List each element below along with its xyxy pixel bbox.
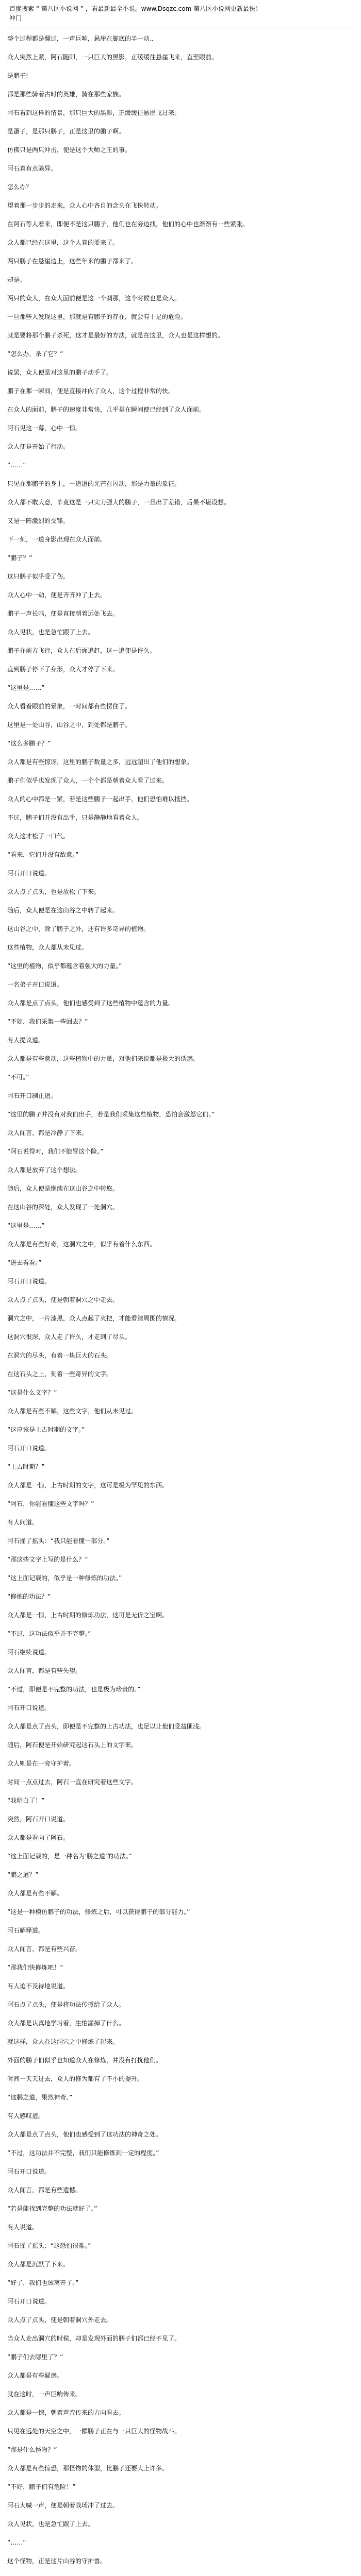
paragraph: “这上面记载的，是一种名为‘鹏之道’的功法。” bbox=[7, 1853, 133, 1860]
paragraph: “这里是……” bbox=[7, 1222, 45, 1229]
paragraph: “那我们快修炼吧！” bbox=[7, 1964, 63, 1971]
paragraph: 鹏子一声长鸣，便是直接朝着远处飞去。 bbox=[7, 610, 119, 617]
paragraph: 众人都是有些不解。 bbox=[7, 1890, 63, 1897]
paragraph: 阿石开口说道。 bbox=[7, 870, 51, 877]
paragraph: 阿石开口说道。 bbox=[7, 1445, 51, 1452]
paragraph: 阿石见这一幕，心中一惊。 bbox=[7, 425, 82, 432]
paragraph: “……” bbox=[7, 462, 26, 469]
paragraph: 众人都是点了点头，他们也感受到了这些植物中蕴含的力量。 bbox=[7, 999, 175, 1007]
paragraph: 只见在那鹏子的身上，一道道的光芒在闪动，那是力量的象征。 bbox=[7, 480, 181, 487]
paragraph: 众人都是有些意动，这些植物中的力量，对他们来说都是极大的诱惑。 bbox=[7, 1055, 200, 1062]
paragraph: 是蛋子，是那只鹏子，正是这里的鹏子啊。 bbox=[7, 128, 125, 135]
paragraph: 阿石解释道。 bbox=[7, 1927, 45, 1934]
paragraph: 这山谷之中，除了鹏子之外，还有许多奇异的植物。 bbox=[7, 925, 150, 933]
paragraph: 众人闻言，都是有些遗憾。 bbox=[7, 2187, 82, 2194]
paragraph: “这上面记载的，似乎是一种修炼的功法。” bbox=[7, 1574, 122, 1582]
paragraph: 怎么办？ bbox=[7, 183, 32, 191]
paragraph: 随后，众人便是在这山谷之中转了起来。 bbox=[7, 907, 119, 914]
paragraph: “……” bbox=[7, 2539, 26, 2546]
paragraph: 只见在远处的天空之中，一群鹏子正在与一只巨大的怪物战斗。 bbox=[7, 2428, 181, 2435]
header-subtitle: 冲门 bbox=[9, 14, 22, 22]
paragraph: 众人都是有些疑惑。 bbox=[7, 2372, 63, 2379]
paragraph: 众人都是有些好奇，这洞穴之中，似乎有着什么东西。 bbox=[7, 1241, 156, 1248]
paragraph: “看来，它们并没有敌意。” bbox=[7, 851, 79, 858]
paragraph: 众人都是有些惊讶，这里的鹏子数量之多，远远超出了他们的想象。 bbox=[7, 758, 193, 766]
paragraph: 有人问道。 bbox=[7, 1519, 39, 1526]
paragraph: 仿佛只是两只冲击，便是这个大师之王的事。 bbox=[7, 146, 132, 154]
paragraph: 众人见状，也是急忙跟了上去。 bbox=[7, 2520, 94, 2528]
paragraph: “这里是……” bbox=[7, 684, 45, 691]
paragraph: 就是要将那个鹏子杀死，这才是最好的方法，就是在这里，众人也是这样想的。 bbox=[7, 332, 224, 339]
paragraph: “鹏之道？” bbox=[7, 1871, 39, 1878]
paragraph: 众人则是在一旁守护着。 bbox=[7, 1760, 76, 1767]
paragraph: 下一刻，一道身影出现在众人面前。 bbox=[7, 536, 107, 543]
paragraph: “进去看看。” bbox=[7, 1259, 42, 1266]
paragraph: 望着那一步步的走来，众人心中各自的念头在飞快转动。 bbox=[7, 202, 162, 209]
paragraph: 鹏子在那一瞬间，便是直接冲向了众人，这个过程非常的快。 bbox=[7, 387, 175, 395]
paragraph: 外面的鹏子们似乎也知道众人在修炼，并没有打扰他们。 bbox=[7, 2057, 162, 2064]
paragraph: 众人的心中都是一紧，若是这些鹏子一起出手，他们恐怕难以抵挡。 bbox=[7, 795, 193, 803]
paragraph: 众人都是放弃了这个想法。 bbox=[7, 1166, 82, 1174]
paragraph: 鹏子们似乎也发现了众人，一个个都是朝着众人看了过来。 bbox=[7, 777, 169, 784]
paragraph: 却是。 bbox=[7, 276, 26, 283]
paragraph: 众人点了点头，便是朝着洞穴之中走去。 bbox=[7, 1296, 119, 1303]
paragraph: “这是什么文字？” bbox=[7, 1389, 57, 1396]
paragraph: 众人都不敢大意，毕竟这是一只实力强大的鹏子，一旦出了差错，后果不堪设想。 bbox=[7, 499, 231, 506]
paragraph: “我明白了！” bbox=[7, 1797, 45, 1804]
paragraph: “阿石说得对，我们不能冒这个险。” bbox=[7, 1148, 104, 1155]
paragraph: 众人都是点了点头，即便是不完整的上古功法，也足以让他们受益匪浅。 bbox=[7, 1723, 206, 1730]
paragraph: 众人都是认真地学习着，生怕漏掉了什么。 bbox=[7, 2020, 125, 2027]
paragraph: 这洞穴很深，众人走了许久，才走到了尽头。 bbox=[7, 1333, 132, 1341]
paragraph: “鹏子们去哪里了？” bbox=[7, 2353, 63, 2361]
paragraph: “这鹏之道，果然神奇。” bbox=[7, 2094, 73, 2101]
paragraph: 众人都是一惊，上古时期的文字，这可是极为罕见的东西。 bbox=[7, 1482, 169, 1489]
paragraph: 在这山谷的深处，众人发现了一处洞穴。 bbox=[7, 1204, 119, 1211]
paragraph: 一名弟子开口说道。 bbox=[7, 981, 63, 988]
chapter-content bbox=[0, 34, 361, 2576]
paragraph: 众人点了点头，便是朝着洞穴外走去。 bbox=[7, 2316, 113, 2324]
paragraph: “阿石，你能看懂这些文字吗？” bbox=[7, 1500, 94, 1507]
paragraph: 在众人的面前，鹏子的速度非常快，几乎是在瞬间便已经到了众人面前。 bbox=[7, 406, 206, 413]
paragraph: 阿石开口说道。 bbox=[7, 2298, 51, 2305]
paragraph: 整个过程都是翻过，一声巨响，悬崖在脚底的半一动.. bbox=[7, 35, 154, 42]
paragraph: 时间一天天过去，众人的修为都有了不小的提升。 bbox=[7, 2075, 144, 2082]
paragraph: 在阿石等人看来，即便不是这只鹏子，他们也在旁边找，他们的心中也渐渐有一些紧张。 bbox=[7, 221, 249, 228]
paragraph: 众人都是点了点头，他们也感受到了这功法的神奇之处。 bbox=[7, 2131, 162, 2138]
paragraph: 众人见状，也是急忙跟了上去。 bbox=[7, 629, 94, 636]
paragraph: 当众人走出洞穴的时候，却是发现外面的鹏子们都已经不见了。 bbox=[7, 2335, 181, 2342]
paragraph: “不好，鹏子们有危险！” bbox=[7, 2483, 76, 2490]
paragraph: 众人突然上紧，阿石随即，一只巨大的黑影，正缓缓往悬崖飞来，直至眼前。 bbox=[7, 54, 218, 61]
paragraph: “那这些文字上写的是什么？” bbox=[7, 1556, 88, 1563]
paragraph: 有人迫不及待地说道。 bbox=[7, 1982, 70, 1990]
paragraph: 有人感叹道。 bbox=[7, 2112, 45, 2120]
paragraph: 阿石摇了摇头：“我只能看懂一部分。” bbox=[7, 1537, 110, 1545]
paragraph: “不过，这功法并不完整，我们只能修炼到一定的程度。” bbox=[7, 2149, 159, 2157]
paragraph: 众人都是一惊，朝着声音传来的方向看去。 bbox=[7, 2409, 125, 2416]
paragraph: 就在这时，一声巨响传来。 bbox=[7, 2391, 82, 2398]
paragraph: 众人闻言，都是有些兴奋。 bbox=[7, 1945, 82, 1953]
paragraph: 在洞穴的尽头，有着一块巨大的石头。 bbox=[7, 1352, 113, 1359]
site-header bbox=[9, 4, 352, 23]
paragraph: 是鹏子! bbox=[7, 72, 28, 79]
paragraph: 众人都已经在这里，这个人真的要来了。 bbox=[7, 239, 119, 246]
paragraph: 鹏子在前方飞行，众人在后面追赶，这一追便是许久。 bbox=[7, 647, 156, 654]
paragraph: 阿石看到这样的情景，那只巨大的黑影，正缓缓往悬崖飞过来。 bbox=[7, 109, 181, 116]
paragraph: “不如，我们采集一些回去？” bbox=[7, 1018, 88, 1025]
paragraph: 时间一点点过去，阿石一直在研究着这些文字。 bbox=[7, 1778, 138, 1786]
paragraph: 随后，众人便是继续在这山谷之中转悠。 bbox=[7, 1185, 119, 1192]
paragraph: “不可。” bbox=[7, 1074, 29, 1081]
paragraph: 说罢，众人便是对这里的鹏子动手了。 bbox=[7, 369, 113, 376]
paragraph: 这只鹏子似乎受了伤。 bbox=[7, 573, 70, 580]
paragraph: 阿石继续说道。 bbox=[7, 1649, 51, 1656]
paragraph: 在这石头之上，刻着一些奇异的文字。 bbox=[7, 1370, 113, 1378]
paragraph: “这里的植物，似乎都蕴含着强大的力量。” bbox=[7, 962, 122, 970]
paragraph: 众人都是有些惊恐，那怪物的体型，比鹏子还要大上许多。 bbox=[7, 2465, 169, 2472]
paragraph: 就这样，众人在这洞穴之中修炼了起来。 bbox=[7, 2038, 119, 2045]
paragraph: 两只鹏子在悬崖边上，这些年来的鹏子都来了。 bbox=[7, 258, 138, 265]
paragraph: 一旦那些人发现这里，那就是有鹏子的存在，就会有十足的危险。 bbox=[7, 313, 187, 320]
paragraph: 阿石点了点头，便是将功法传授给了众人。 bbox=[7, 2001, 125, 2008]
paragraph: 这里是一处山谷，山谷之中，到处都是鹏子。 bbox=[7, 721, 132, 728]
paragraph: 又是一阵激烈的交锋。 bbox=[7, 517, 70, 524]
paragraph: “怎么办，杀了它？” bbox=[7, 350, 63, 358]
paragraph: 阿石真有点骇异。 bbox=[7, 165, 57, 172]
paragraph: 不过，鹏子们并没有出手，只是静静地看着众人。 bbox=[7, 814, 144, 821]
paragraph: 有人说道。 bbox=[7, 2224, 39, 2231]
paragraph: “鹏子？” bbox=[7, 554, 32, 562]
paragraph: 众人闻言，都是有些失望。 bbox=[7, 1667, 82, 1674]
paragraph: “这应该是上古时期的文字。” bbox=[7, 1426, 85, 1433]
paragraph: 有人提议道。 bbox=[7, 1037, 45, 1044]
paragraph: “这是一种模仿鹏子的功法，修炼之后，可以获得鹏子的部分能力。” bbox=[7, 1908, 190, 1916]
paragraph: 众人心中一动，便是齐齐冲了上去。 bbox=[7, 591, 107, 599]
paragraph: 阿石开口说道。 bbox=[7, 1704, 51, 1711]
paragraph: 众人都是沉默了下来。 bbox=[7, 2261, 70, 2268]
paragraph: 众人点了点头，也是放松了下来。 bbox=[7, 888, 101, 895]
paragraph: 突然，阿石开口说道。 bbox=[7, 1816, 70, 1823]
paragraph: “上古时期？” bbox=[7, 1463, 45, 1470]
paragraph: “这里的鹏子并没有对我们出手，若是我们采集这些植物，恐怕会激怒它们。” bbox=[7, 1111, 215, 1118]
paragraph: 阿石开口说道。 bbox=[7, 2168, 51, 2175]
paragraph: 众人看着眼前的景象，一时间都有些愣住了。 bbox=[7, 703, 132, 710]
paragraph: 两只的众人，在众人面前便是这一个刹那，这个时候也是众人。 bbox=[7, 295, 181, 302]
paragraph: “修炼的功法？” bbox=[7, 1593, 51, 1600]
header-notice: 百度搜索 “ 第八区小说网 ” ，看最新最全小说。www.Dsqzc.com 第八区小说网更新最快！ bbox=[9, 5, 262, 12]
paragraph: “若是能找到完整的功法就好了。” bbox=[7, 2205, 97, 2212]
paragraph: “这么多鹏子？” bbox=[7, 740, 51, 747]
paragraph: 阿石摇了摇头：“这恐怕很难。” bbox=[7, 2242, 91, 2249]
paragraph: “不过，即便是不完整的功法，也是极为珍贵的。” bbox=[7, 1686, 141, 1693]
paragraph: “好了，我们也该离开了。” bbox=[7, 2279, 79, 2286]
paragraph: 直到鹏子停下了身形，众人才停了下来。 bbox=[7, 666, 119, 673]
paragraph: 众人便是开始了行动。 bbox=[7, 443, 70, 450]
paragraph: 阿石开口说道。 bbox=[7, 1278, 51, 1285]
paragraph: 这些植物，众人都从未见过。 bbox=[7, 944, 88, 951]
paragraph: 这个怪物，正是这片山谷的守护兽。 bbox=[7, 2557, 107, 2565]
paragraph: 阿石大喊一声，便是朝着战场冲了过去。 bbox=[7, 2502, 119, 2509]
paragraph: 众人这才松了一口气。 bbox=[7, 833, 70, 840]
paragraph: 众人都是看向了阿石。 bbox=[7, 1834, 70, 1841]
paragraph: 洞穴之中，一片漆黑，众人点起了火把，才能看清周围的情况。 bbox=[7, 1315, 181, 1322]
paragraph: 众人都是有些不解，这些文字，他们从未见过。 bbox=[7, 1408, 138, 1415]
paragraph: 众人都是一惊，上古时期的修炼功法，这可是无价之宝啊。 bbox=[7, 1612, 169, 1619]
paragraph: “不过，这功法似乎并不完整。” bbox=[7, 1630, 91, 1637]
paragraph: 众人闻言，都是冷静了下来。 bbox=[7, 1129, 88, 1137]
paragraph: 随后，阿石便是开始研究起这石头上的文字来。 bbox=[7, 1741, 138, 1749]
paragraph: 阿石开口制止道。 bbox=[7, 1092, 57, 1099]
paragraph: 都是那些骑着古时的英雄，骑在那些家族。 bbox=[7, 91, 125, 98]
paragraph: “那是什么怪物？” bbox=[7, 2446, 57, 2453]
